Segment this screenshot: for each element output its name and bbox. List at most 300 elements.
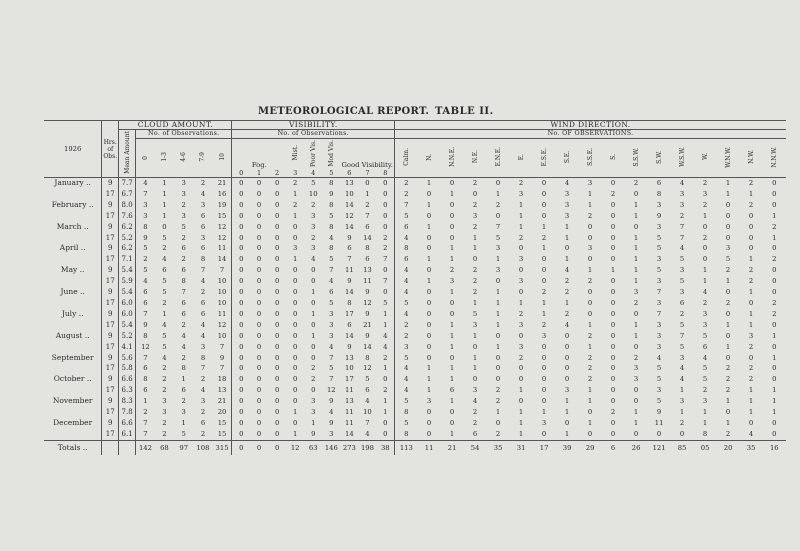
wind-count-cell: 11 (654, 418, 664, 427)
visibility-count-cell: 0 (293, 375, 298, 384)
cloud-count-cell: 6 (143, 288, 148, 297)
cloud-count-cell: 8 (181, 277, 186, 286)
cloud-count-cell: 1 (143, 397, 148, 406)
wind-count-cell: 0 (772, 418, 777, 427)
visibility-count-cell: 14 (345, 288, 354, 297)
wind-count-cell: 0 (472, 342, 478, 351)
mean-amount-cell: 6.2 (119, 222, 136, 233)
visibility-count-cell: 2 (311, 233, 316, 242)
visibility-count-cell: 1 (293, 255, 298, 264)
wind-count-cell: 2 (748, 200, 754, 209)
wind-count-cell: 1 (449, 375, 455, 384)
visibility-count-cell: 0 (256, 179, 262, 187)
wind-count-cell: 0 (633, 342, 639, 351)
wind-count-cell: 0 (541, 211, 547, 220)
table-row (44, 429, 786, 440)
wind-count-cell: 1 (702, 408, 708, 417)
visibility-count-cell: 7 (329, 353, 334, 362)
visibility-count-cell: 0 (274, 298, 280, 307)
cloud-count-cell: 11 (213, 243, 232, 254)
hrs-cell: 9 (102, 418, 119, 429)
wind-count-cell: 2 (633, 353, 639, 362)
visibility-count-cell: 2 (376, 385, 394, 396)
wind-count-cell: 8 (404, 244, 409, 253)
month-cell: January .. (44, 178, 102, 189)
wind-count-cell: 0 (449, 298, 455, 307)
wind-count-cell: 0 (541, 189, 547, 198)
hrs-cell: 17 (102, 254, 119, 265)
wind-count-cell: 6 (702, 342, 708, 351)
month-cell: February .. (44, 200, 102, 211)
wind-count-cell: 1 (518, 386, 524, 395)
wind-count-cell: 4 (404, 386, 409, 395)
wind-count-cell: 0 (772, 266, 777, 275)
wind-count-cell: 0 (426, 211, 432, 220)
wind-count-cell: 0 (426, 408, 432, 417)
wind-count-cell: 0 (725, 222, 731, 231)
wind-count-cell: 2 (725, 266, 731, 275)
totals-vis-cell: 146 (322, 440, 340, 455)
visibility-count-cell: 0 (293, 277, 298, 286)
wind-count-cell: 0 (610, 233, 616, 242)
wind-count-cell: 0 (610, 331, 616, 340)
visibility-count-cell: 2 (293, 200, 298, 209)
visibility-count-cell: 9 (329, 418, 334, 427)
wind-count-cell: 2 (564, 288, 570, 297)
wind-col-nw: N.W. (740, 139, 763, 178)
visibility-count-cell: 0 (274, 429, 280, 438)
vis-col-5: 5 (322, 169, 340, 178)
wind-count-cell: 1 (564, 222, 570, 231)
wind-count-cell: 0 (610, 375, 616, 384)
wind-count-cell: 0 (772, 288, 777, 297)
hrs-cell: 9 (102, 222, 119, 233)
totals-label: Totals .. (44, 440, 102, 455)
wind-count-cell: 2 (564, 277, 570, 286)
cloud-count-cell: 2 (162, 418, 167, 427)
visibility-count-cell: 0 (376, 418, 394, 429)
cloud-count-cell: 3 (143, 211, 148, 220)
cloud-count-cell: 7 (143, 429, 148, 438)
table-row (44, 418, 786, 429)
wind-count-cell: 0 (725, 288, 731, 297)
wind-count-cell: 0 (633, 189, 639, 198)
visibility-count-cell: 4 (329, 342, 334, 351)
mean-amount-cell: 4.1 (119, 342, 136, 353)
visibility-count-cell: 10 (363, 408, 372, 417)
table-row (44, 374, 786, 385)
wind-count-cell: 2 (702, 200, 708, 209)
wind-count-cell: 3 (633, 375, 639, 384)
wind-count-cell: 0 (495, 277, 501, 286)
mod-vis-header: Mod Vis. (322, 139, 340, 170)
cloud-count-cell: 7 (143, 353, 148, 362)
visibility-count-cell: 1 (376, 396, 394, 407)
totals-mean-cell (119, 440, 136, 455)
wind-count-cell: 3 (633, 364, 639, 373)
wind-count-cell: 0 (587, 222, 593, 231)
visibility-count-cell: 0 (376, 178, 394, 189)
wind-count-cell: 1 (518, 200, 524, 209)
wind-count-cell: 5 (495, 233, 501, 242)
wind-count-cell: 1 (772, 331, 777, 340)
wind-count-cell: 3 (656, 200, 662, 209)
visibility-count-cell: 7 (365, 418, 370, 427)
cloud-count-cell: 2 (200, 375, 206, 384)
wind-count-cell: 0 (772, 277, 777, 286)
year-header: 1926 (44, 121, 102, 178)
cloud-count-cell: 4 (200, 331, 206, 340)
wind-count-cell: 0 (564, 375, 570, 384)
wind-count-cell: 0 (702, 222, 708, 231)
totals-wind-cell: 26 (625, 440, 648, 455)
cloud-col-1-3: 1-3 (155, 139, 174, 178)
cloud-count-cell: 4 (143, 277, 148, 286)
wind-count-cell: 1 (564, 298, 570, 307)
wind-count-cell: 4 (564, 179, 570, 187)
wind-count-cell: 1 (495, 342, 501, 351)
wind-count-cell: 0 (495, 331, 501, 340)
wind-count-cell: 0 (564, 244, 570, 253)
cloud-count-cell: 6 (200, 309, 206, 318)
visibility-count-cell: 11 (363, 277, 372, 286)
table-row (44, 396, 786, 407)
cloud-count-cell: 15 (213, 211, 232, 222)
wind-count-cell: 1 (449, 397, 455, 406)
visibility-count-cell: 14 (345, 222, 354, 231)
cloud-count-cell: 10 (213, 287, 232, 298)
month-cell: June .. (44, 287, 102, 298)
wind-count-cell: 1 (725, 397, 731, 406)
visibility-count-cell: 0 (256, 288, 262, 297)
wind-count-cell: 0 (748, 353, 754, 362)
wind-count-cell: 1 (564, 397, 570, 406)
visibility-count-cell: 0 (293, 331, 298, 340)
totals-vis-cell: 0 (232, 440, 250, 455)
vis-col-4: 4 (304, 169, 322, 178)
wind-count-cell: 0 (541, 200, 547, 209)
month-cell (44, 429, 102, 440)
wind-count-cell: 5 (656, 375, 662, 384)
visibility-count-cell: 14 (345, 200, 354, 209)
wind-count-cell: 0 (610, 386, 616, 395)
wind-count-cell: 2 (748, 364, 754, 373)
wind-count-cell: 0 (748, 418, 754, 427)
wind-count-cell: 5 (702, 331, 708, 340)
cloud-count-cell: 2 (200, 288, 206, 297)
cloud-count-cell: 2 (200, 408, 206, 417)
wind-count-cell: 2 (725, 364, 731, 373)
wind-count-cell: 2 (748, 342, 754, 351)
wind-count-cell: 0 (541, 397, 547, 406)
wind-count-cell: 0 (426, 288, 432, 297)
mean-amount-cell: 7.8 (119, 407, 136, 418)
cloud-count-cell: 21 (213, 396, 232, 407)
visibility-count-cell: 0 (274, 309, 280, 318)
wind-count-cell: 6 (449, 386, 455, 395)
wind-count-cell: 2 (404, 331, 409, 340)
wind-count-cell: 2 (772, 255, 777, 264)
wind-count-cell: 0 (772, 429, 777, 438)
wind-count-cell: 3 (449, 277, 455, 286)
wind-count-cell: 1 (748, 397, 754, 406)
wind-count-cell: 2 (541, 320, 547, 329)
wind-count-cell: 0 (541, 364, 547, 373)
wind-count-cell: 4 (679, 375, 685, 384)
table-label: TABLE II. (435, 106, 494, 117)
cloud-count-cell: 10 (213, 298, 232, 309)
wind-count-cell: 0 (541, 353, 547, 362)
visibility-count-cell: 9 (347, 342, 352, 351)
wind-count-cell: 6 (679, 298, 685, 307)
wind-count-cell: 1 (426, 255, 432, 264)
wind-count-cell: 0 (518, 244, 524, 253)
visibility-count-cell: 0 (239, 255, 244, 264)
wind-count-cell: 3 (656, 255, 662, 264)
wind-count-cell: 2 (495, 200, 501, 209)
wind-count-cell: 3 (702, 320, 708, 329)
visibility-count-cell: 0 (311, 386, 316, 395)
wind-count-cell: 8 (404, 429, 409, 438)
visibility-count-cell: 6 (347, 244, 352, 253)
wind-count-cell: 2 (679, 211, 685, 220)
month-cell: August .. (44, 331, 102, 342)
wind-count-cell: 1 (633, 408, 639, 417)
visibility-count-cell: 0 (256, 331, 262, 340)
wind-count-cell: 1 (633, 233, 639, 242)
wind-count-cell: 1 (725, 342, 731, 351)
wind-count-cell: 0 (541, 342, 547, 351)
visibility-count-cell: 0 (293, 364, 298, 373)
visibility-count-cell: 0 (256, 309, 262, 318)
visibility-count-cell: 0 (293, 353, 298, 362)
visibility-count-cell: 0 (256, 418, 262, 427)
wind-count-cell: 1 (426, 179, 432, 187)
visibility-count-cell: 0 (274, 418, 280, 427)
visibility-count-cell: 14 (363, 342, 372, 351)
totals-vis-cell: 38 (376, 440, 394, 455)
wind-count-cell: 0 (426, 298, 432, 307)
visibility-count-cell: 4 (365, 429, 370, 438)
visibility-count-cell: 0 (274, 211, 280, 220)
wind-count-cell: 0 (633, 222, 639, 231)
visibility-count-cell: 3 (311, 211, 316, 220)
wind-count-cell: 3 (564, 386, 570, 395)
visibility-count-cell: 9 (365, 309, 370, 318)
cloud-count-cell: 10 (213, 331, 232, 342)
totals-wind-cell: 11 (418, 440, 441, 455)
visibility-count-cell: 0 (274, 320, 280, 329)
hrs-cell: 17 (102, 429, 119, 440)
wind-count-cell: 5 (404, 211, 409, 220)
wind-count-cell: 0 (426, 418, 432, 427)
hrs-cell: 9 (102, 353, 119, 364)
month-cell (44, 189, 102, 200)
wind-count-cell: 0 (564, 418, 570, 427)
wind-count-cell: 2 (587, 331, 593, 340)
cloud-count-cell: 9 (213, 353, 232, 364)
table-row (44, 276, 786, 287)
wind-count-cell: 1 (426, 277, 432, 286)
wind-count-cell: 4 (404, 288, 409, 297)
visibility-count-cell: 0 (256, 244, 262, 253)
wind-count-cell: 3 (541, 331, 547, 340)
visibility-count-cell: 9 (311, 429, 316, 438)
mean-amount-cell: 6.0 (119, 309, 136, 320)
wind-count-cell: 0 (610, 364, 616, 373)
mean-amount-cell: 5.6 (119, 353, 136, 364)
visibility-count-cell: 7 (329, 375, 334, 384)
cloud-count-cell: 7 (143, 309, 148, 318)
table-row (44, 222, 786, 233)
hrs-cell: 9 (102, 200, 119, 211)
visibility-count-cell: 0 (239, 298, 244, 307)
visibility-count-cell: 0 (293, 233, 298, 242)
month-cell (44, 363, 102, 374)
visibility-count-cell: 5 (365, 375, 370, 384)
wind-count-cell: 0 (610, 179, 616, 187)
wind-count-cell: 0 (518, 364, 524, 373)
wind-count-cell: 0 (610, 309, 616, 318)
wind-count-cell: 0 (748, 233, 754, 242)
cloud-count-cell: 8 (143, 222, 148, 231)
wind-count-cell: 0 (679, 429, 685, 438)
visibility-count-cell: 5 (329, 364, 334, 373)
cloud-count-cell: 2 (181, 353, 186, 362)
vis-col-7: 7 (358, 169, 376, 178)
cloud-count-cell: 6 (143, 364, 148, 373)
visibility-count-cell: 0 (239, 211, 244, 220)
wind-count-cell: 0 (518, 397, 524, 406)
wind-count-cell: 1 (472, 353, 478, 362)
visibility-count-cell: 8 (329, 200, 334, 209)
wind-count-cell: 0 (518, 331, 524, 340)
wind-count-cell: 0 (587, 309, 593, 318)
cloud-col-10: 10 (213, 139, 232, 178)
wind-count-cell: 1 (748, 408, 754, 417)
wind-count-cell: 2 (587, 364, 593, 373)
wind-count-cell: 2 (748, 375, 754, 384)
cloud-count-cell: 2 (181, 200, 186, 209)
wind-count-cell: 5 (404, 298, 409, 307)
table-row (44, 298, 786, 309)
cloud-count-cell: 5 (143, 266, 148, 275)
fog-header: Fog. (232, 139, 286, 170)
wind-count-cell: 4 (404, 277, 409, 286)
cloud-count-cell: 13 (213, 385, 232, 396)
visibility-count-cell: 13 (363, 266, 372, 275)
visibility-count-cell: 10 (345, 364, 354, 373)
wind-count-cell: 1 (518, 211, 524, 220)
visibility-count-cell: 0 (239, 288, 244, 297)
visibility-count-cell: 0 (256, 397, 262, 406)
totals-vis-cell: 273 (340, 440, 358, 455)
wind-count-cell: 5 (679, 320, 685, 329)
visibility-count-cell: 5 (329, 211, 334, 220)
wind-count-cell: 5 (656, 364, 662, 373)
wind-count-cell: 0 (495, 353, 501, 362)
hrs-of-obs-header: Hrs. of Obs. (102, 121, 119, 178)
table-row (44, 178, 786, 189)
month-cell (44, 320, 102, 331)
mean-amount-cell: 6.3 (119, 385, 136, 396)
wind-count-cell: 5 (679, 255, 685, 264)
visibility-count-cell: 0 (239, 331, 244, 340)
visibility-count-cell: 2 (311, 364, 316, 373)
wind-count-cell: 6 (656, 179, 662, 187)
wind-count-cell: 1 (426, 364, 432, 373)
visibility-count-cell: 0 (274, 353, 280, 362)
wind-count-cell: 5 (656, 266, 662, 275)
cloud-count-cell: 2 (162, 298, 167, 307)
wind-count-cell: 0 (587, 255, 593, 264)
mean-amount-cell: 6.7 (119, 189, 136, 200)
visibility-count-cell: 0 (293, 386, 298, 395)
mean-amount-cell: 6.2 (119, 243, 136, 254)
wind-count-cell: 7 (656, 288, 662, 297)
cloud-count-cell: 15 (213, 418, 232, 429)
wind-count-cell: 3 (702, 189, 708, 198)
hrs-cell: 9 (102, 309, 119, 320)
wind-count-cell: 0 (725, 331, 731, 340)
wind-count-cell: 2 (725, 298, 731, 307)
page-title: METEOROLOGICAL REPORT. (258, 106, 430, 117)
wind-count-cell: 0 (702, 255, 708, 264)
wind-col-wnw: W.N.W. (717, 139, 740, 178)
wind-count-cell: 3 (518, 342, 524, 351)
cloud-count-cell: 2 (143, 255, 148, 264)
visibility-count-cell: 8 (329, 179, 334, 187)
mean-amount-cell: 6.6 (119, 374, 136, 385)
wind-col-nnw: N.N.W. (763, 139, 786, 178)
visibility-count-cell: 1 (311, 309, 316, 318)
table-row (44, 287, 786, 298)
visibility-count-cell: 0 (274, 255, 280, 264)
wind-count-cell: 4 (404, 266, 409, 275)
cloud-count-cell: 5 (162, 277, 167, 286)
wind-count-cell: 3 (679, 397, 685, 406)
wind-count-cell: 2 (725, 375, 731, 384)
mean-amount-cell: 7.6 (119, 211, 136, 222)
cloud-count-cell: 7 (181, 288, 186, 297)
wind-count-cell: 1 (495, 288, 501, 297)
visibility-count-cell: 1 (376, 309, 394, 320)
totals-vis-cell: 198 (358, 440, 376, 455)
totals-wind-cell: 54 (464, 440, 487, 455)
wind-count-cell: 7 (679, 233, 685, 242)
cloud-count-cell: 2 (181, 320, 186, 329)
wind-count-cell: 1 (426, 200, 432, 209)
mean-amount-cell: 8.0 (119, 200, 136, 211)
wind-count-cell: 5 (472, 309, 478, 318)
visibility-count-cell: 1 (376, 320, 394, 331)
visibility-count-cell: 0 (256, 408, 262, 417)
wind-count-cell: 1 (426, 386, 432, 395)
wind-count-cell: 0 (541, 266, 547, 275)
wind-count-cell: 3 (656, 298, 662, 307)
wind-count-cell: 2 (725, 386, 731, 395)
visibility-count-cell: 3 (329, 309, 334, 318)
cloud-count-cell: 2 (200, 179, 206, 187)
mean-amount-cell: 7.7 (119, 178, 136, 189)
wind-count-cell: 0 (610, 200, 616, 209)
wind-count-cell: 0 (772, 320, 777, 329)
wind-count-cell: 1 (633, 266, 639, 275)
wind-count-cell: 1 (725, 277, 731, 286)
visibility-count-cell: 0 (274, 342, 280, 351)
visibility-count-cell: 0 (376, 200, 394, 211)
wind-count-cell: 0 (610, 277, 616, 286)
